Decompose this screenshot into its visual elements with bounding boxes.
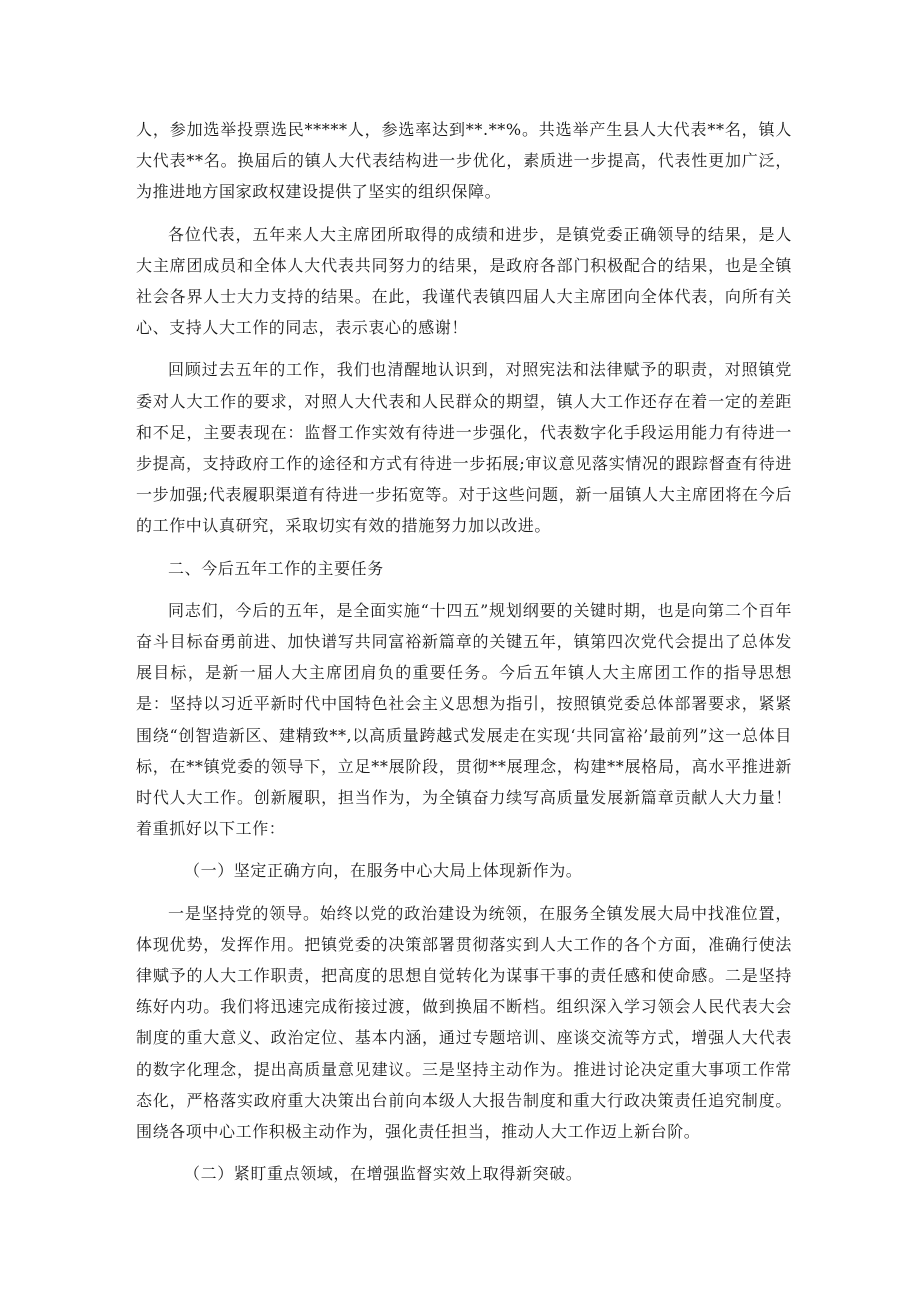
document-page [136,114,792,1201]
paragraph-thanks: 各位代表，五年来人大主席团所取得的成绩和进步，是镇党委正确领导的结果，是人大主席团成员和全体人大代表共同努力的结果，是政府各部门积极配合的结果，也是全镇社会各界人士大力支持的结果。在此，我谨代表镇四届人大主席团向全体代表，向所有关心、支持人大工作的同志，表示衷心的感谢！ [136,224,792,338]
paragraph-review: 回顾过去五年的工作，我们也清醒地认识到，对照宪法和法律赋予的职责，对照镇党委对人大工作的要求，对照人大代表和人民群众的期望，镇人大工作还存在着一定的差距和不足，主要表现在：监督工作实效有待进一步强化，代表数字化手段运用能力有待进一步提高，支持政府工作的途径和方式有待进一步拓展;审议意见落实情况的跟踪督查有待进一步加强;代表履职渠道有待进一步拓宽等。对于这些问题，新一届镇人大主席团将在今后的工作中认真研究，采取切实有效的措施努力加以改进。 [136,360,792,536]
paragraph-tasks: 一是坚持党的领导。始终以党的政治建设为统领，在服务全镇发展大局中找准位置，体现优势，发挥作用。把镇党委的决策部署贯彻落实到人大工作的各个方面，准确行使法律赋予的人大工作职责，把高度的思想自觉转化为谋事干事的责任感和使命感。二是坚持练好内功。我们将迅速完成衔接过渡，做到换届不断档。组织深入学习领会人民代表大会制度的重大意义、政治定位、基本内涵，通过专题培训、座谈交流等方式，增强人大代表的数字化理念，提出高质量意见建议。三是坚持主动作为。推进讨论决定重大事项工作常态化，严格落实政府重大决策出台前向本级人大报告制度和重大行政决策责任追究制度。围绕各项中心工作积极主动作为，强化责任担当，推动人大工作迈上新台阶。 [136,903,792,1142]
paragraph-guiding-thought: 同志们，今后的五年，是全面实施“十四五”规划纲要的关键时期，也是向第二个百年奋斗目标奋勇前进、加快谱写共同富裕新篇章的关键五年，镇第四次党代会提出了总体发展目标，是新一届人大主席团肩负的重要任务。今后五年镇人大主席团工作的指导思想是：坚持以习近平新时代中国特色社会主义思想为指引，按照镇党委总体部署要求，紧紧围绕“创智造新区、建精致**,以高质量跨越式发展走在实现‘共同富裕’最前列”这一总体目标，在**镇党委的领导下，立足**展阶段，贯彻**展理念，构建**展格局，高水平推进新时代人大工作。创新履职，担当作为，为全镇奋力续写高质量发展新篇章贡献人大力量！着重抓好以下工作： [136,600,792,839]
paragraph-continued: 人，参加选举投票选民*****人，参选率达到**.**%。共选举产生县人大代表**名，镇人大代表**名。换届后的镇人大代表结构进一步优化，素质进一步提高，代表性更加广泛，为推进地方国家政权建设提供了坚实的组织保障。 [136,120,792,202]
subsection-heading-2: （二）紧盯重点领域，在增强监督实效上取得新突破。 [184,1164,583,1184]
section-heading: 二、今后五年工作的主要任务 [168,558,384,578]
subsection-heading-1: （一）坚定正确方向，在服务中心大局上体现新作为。 [184,861,583,881]
